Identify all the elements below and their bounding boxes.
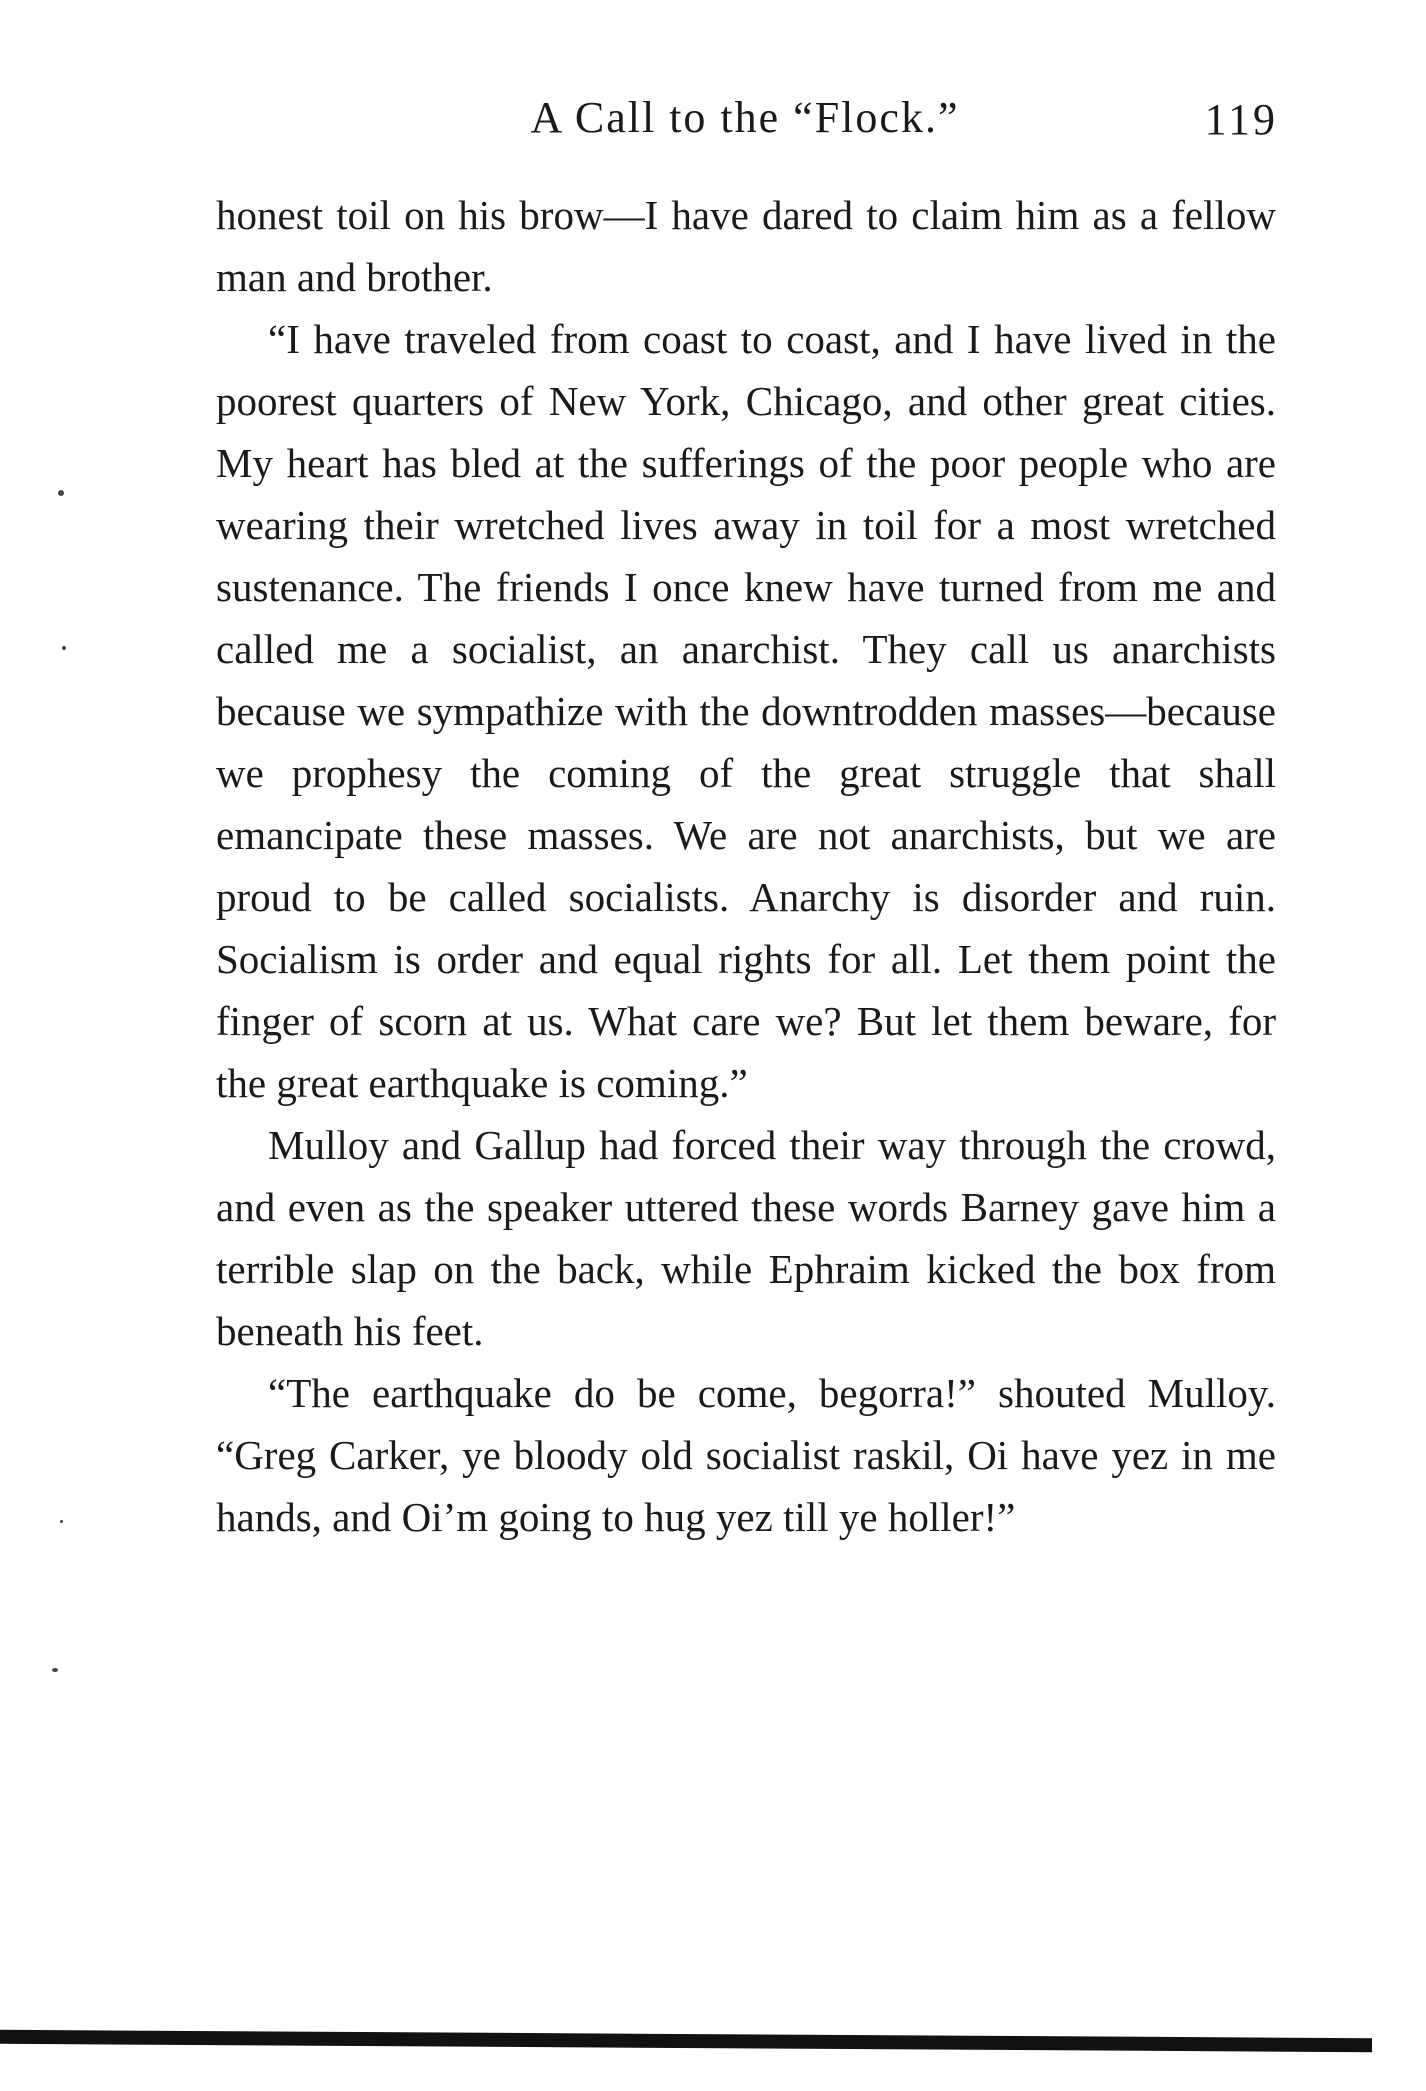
page-number: 119 <box>1204 95 1278 144</box>
paragraph-1: honest toil on his brow—I have dared to claim him as a fellow man and brother. <box>216 192 1276 300</box>
scan-speck <box>52 1668 58 1672</box>
running-head <box>212 92 1278 162</box>
paragraph-2: “I have traveled from coast to coast, and I have lived in the poorest quarters of New York, Chicago, and other great cities. My heart has bled at the sufferings of the poor people who are wearing their wretched lives away in toil for a most wretched sustenance. The friends I once knew have turned from me and called me a socialist, an anarchist. They call us anarchists because we sympathize with the downtrodden masses—because we prophesy the coming of the great struggle that shall emancipate these masses. We are not anarchists, but we are proud to be called socialists. Anarchy is disorder and ruin. Socialism is order and equal rights for all. Let them point the finger of scorn at us. What care we? But let them beware, for the great earthquake is coming.” <box>216 316 1276 1106</box>
bottom-scan-edge <box>0 2030 1372 2052</box>
scan-speck <box>60 1520 63 1523</box>
paragraph-3: Mulloy and Gallup had forced their way through the crowd, and even as the speaker uttered these words Barney gave him a terrible slap on the back, while Ephraim kicked the box from beneath his feet. <box>216 1122 1276 1354</box>
scan-speck <box>62 646 66 650</box>
running-title: A Call to the “Flock.” <box>530 93 960 142</box>
scan-speck <box>58 490 64 496</box>
paragraph-4: “The earthquake do be come, begorra!” shouted Mulloy. “Greg Carker, ye bloody old socialist raskil, Oi have yez in me hands, and Oi’m going to hug yez till ye holler!” <box>216 1370 1276 1540</box>
body-text <box>216 184 1276 1548</box>
